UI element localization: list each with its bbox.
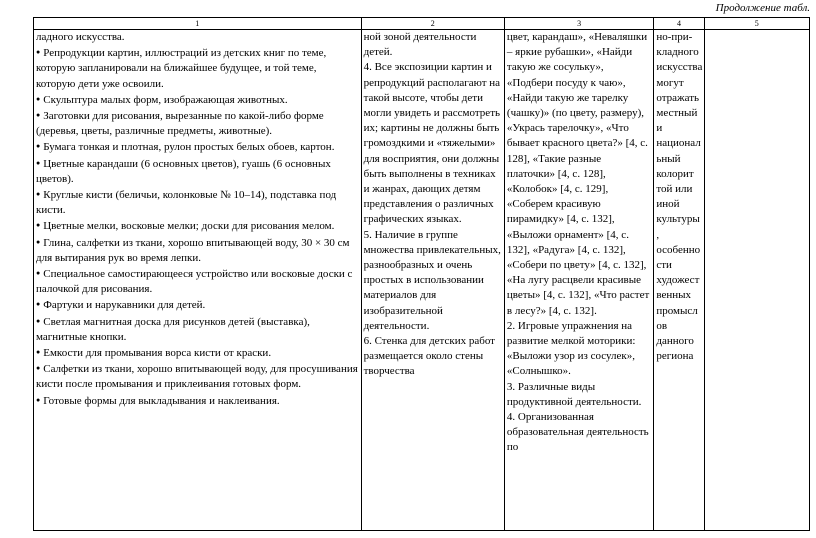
materials-item: ● Скульптура малых форм, изображающая животных. [36,92,359,108]
notes-line: местный [656,107,698,120]
materials-item: ● Цветные карандаши (6 основных цветов), гуашь (6 основных цветов). [36,156,359,187]
column-number-row [34,18,810,30]
column-number-4: 4 [654,18,704,30]
empty-cell-column-5 [704,30,809,531]
notes-line: , [656,228,660,241]
notes-line: данного [656,335,694,348]
column-number-3: 3 [504,18,653,30]
notes-line: отражать [656,91,700,104]
notes-line: но-при- [656,31,693,43]
activities-paragraph: 2. Игровые упражнения на развитие мелкой моторики: «Выложи узор из сосулек», «Солнышко». [506,319,636,378]
organization-paragraph: ной зоной деятельности детей. [363,31,477,59]
table-row [34,30,810,531]
materials-cell [34,30,362,531]
notes-line: кладного [656,46,699,59]
activities-paragraph: 4. Организованная образовательная деятельность по [506,411,649,454]
materials-item: ● Глина, салфетки из ткани, хорошо впитывающей воду, 30 × 30 см для вытирания рук во время лепки. [36,235,359,266]
notes-line: сти [656,259,672,272]
materials-item: ● Репродукции картин, иллюстраций из детских книг по теме, которую запланировали на ближайшее будущее, и той теме, которую дети уже освоили. [36,45,359,92]
materials-item: ● Круглые кисти (беличьи, колонковые № 10–14), подставка под кисти. [36,187,359,218]
materials-item: ● Бумага тонкая и плотная, рулон простых белых обоев, картон. [36,139,359,155]
notes-line: венных [656,289,692,302]
materials-item: ● Специальное самостирающееся устройство или восковые доски с палочкой для рисования. [36,266,359,297]
notes-line: ьный [656,152,681,165]
notes-line: ов [656,319,668,332]
materials-item: ● Заготовки для рисования, вырезанные по какой-либо форме (деревья, цветы, различные предметы, животные). [36,108,359,139]
materials-item: ● Готовые формы для выкладывания и наклеивания. [36,393,359,409]
column-number-2: 2 [361,18,504,30]
organization-paragraph: 6. Стенка для детских работ размещается около стены творчества [363,335,495,378]
materials-item: ● Цветные мелки, восковые мелки; доски для рисования мелом. [36,218,359,234]
materials-item: ● Фартуки и нарукавники для детей. [36,297,359,313]
materials-item: ● Светлая магнитная доска для рисунков детей (выставка), магнитные кнопки. [36,314,359,345]
column-number-1: 1 [34,18,362,30]
notes-line: иной [656,198,680,211]
notes-line: художест [656,274,700,287]
activities-paragraph: цвет, карандаш», «Неваляшки – яркие рубашки», «Найди такую же сосульку», «Подбери посуду к чаю», «Найди такую же тарелку (чашку)» (по цвету, размеру), «Укрась тарелочку», «Что бывает красного цвета?» [4, с. 128], «Такие разные платочки» [4, с. 128], «Колобок» [4, с. 129], «Соберем красивую пирамидку» [4, с. 132], «Выложи орнамент» [4, с. 132], «Радуга» [4, с. 132], «Собери по цвету» [4, с. 132], «На лугу расцвели красивые цветы» [4, с. 132], «Что растет в лесу?» [4, с. 132]. [506,31,650,317]
materials-lead-text: ладного искусства. [36,31,125,43]
activities-cell [504,30,653,531]
content-table [33,17,810,531]
notes-line: и [656,122,663,135]
organization-paragraph: 5. Наличие в группе множества привлекательных, разнообразных и очень простых в использовании материалов для изобразительной деятельности. [363,228,501,332]
notes-line: особенно [656,243,701,256]
column-number-5: 5 [704,18,809,30]
notes-line: культуры [656,213,700,226]
activities-paragraph: 3. Различные виды продуктивной деятельности. [506,380,642,408]
materials-item: ● Салфетки из ткани, хорошо впитывающей воду, для просушивания кисти после промывания и приклеивания готовых форм. [36,361,359,392]
notes-line: могут [656,76,684,89]
notes-line: региона [656,350,694,363]
organization-paragraph: 4. Все экспозиции картин и репродукций располагают на такой высоте, чтобы дети могли увидеть и рассмотреть их; картины не должны быть громоздкими и «тяжелыми» для восприятия, они должны быть выполнены в техниках и жанрах, дающих детям представления о различных графических языках. [363,61,501,226]
notes-cell [654,30,704,531]
organization-cell [361,30,504,531]
notes-line: промысл [656,304,698,317]
notes-line: искусства [656,61,703,74]
materials-item: ● Емкости для промывания ворса кисти от краски. [36,345,359,361]
table-continuation-caption: Продолжение табл. [715,2,810,14]
notes-line: той или [656,183,693,196]
notes-line: национал [656,137,701,150]
notes-line: колорит [656,167,694,180]
